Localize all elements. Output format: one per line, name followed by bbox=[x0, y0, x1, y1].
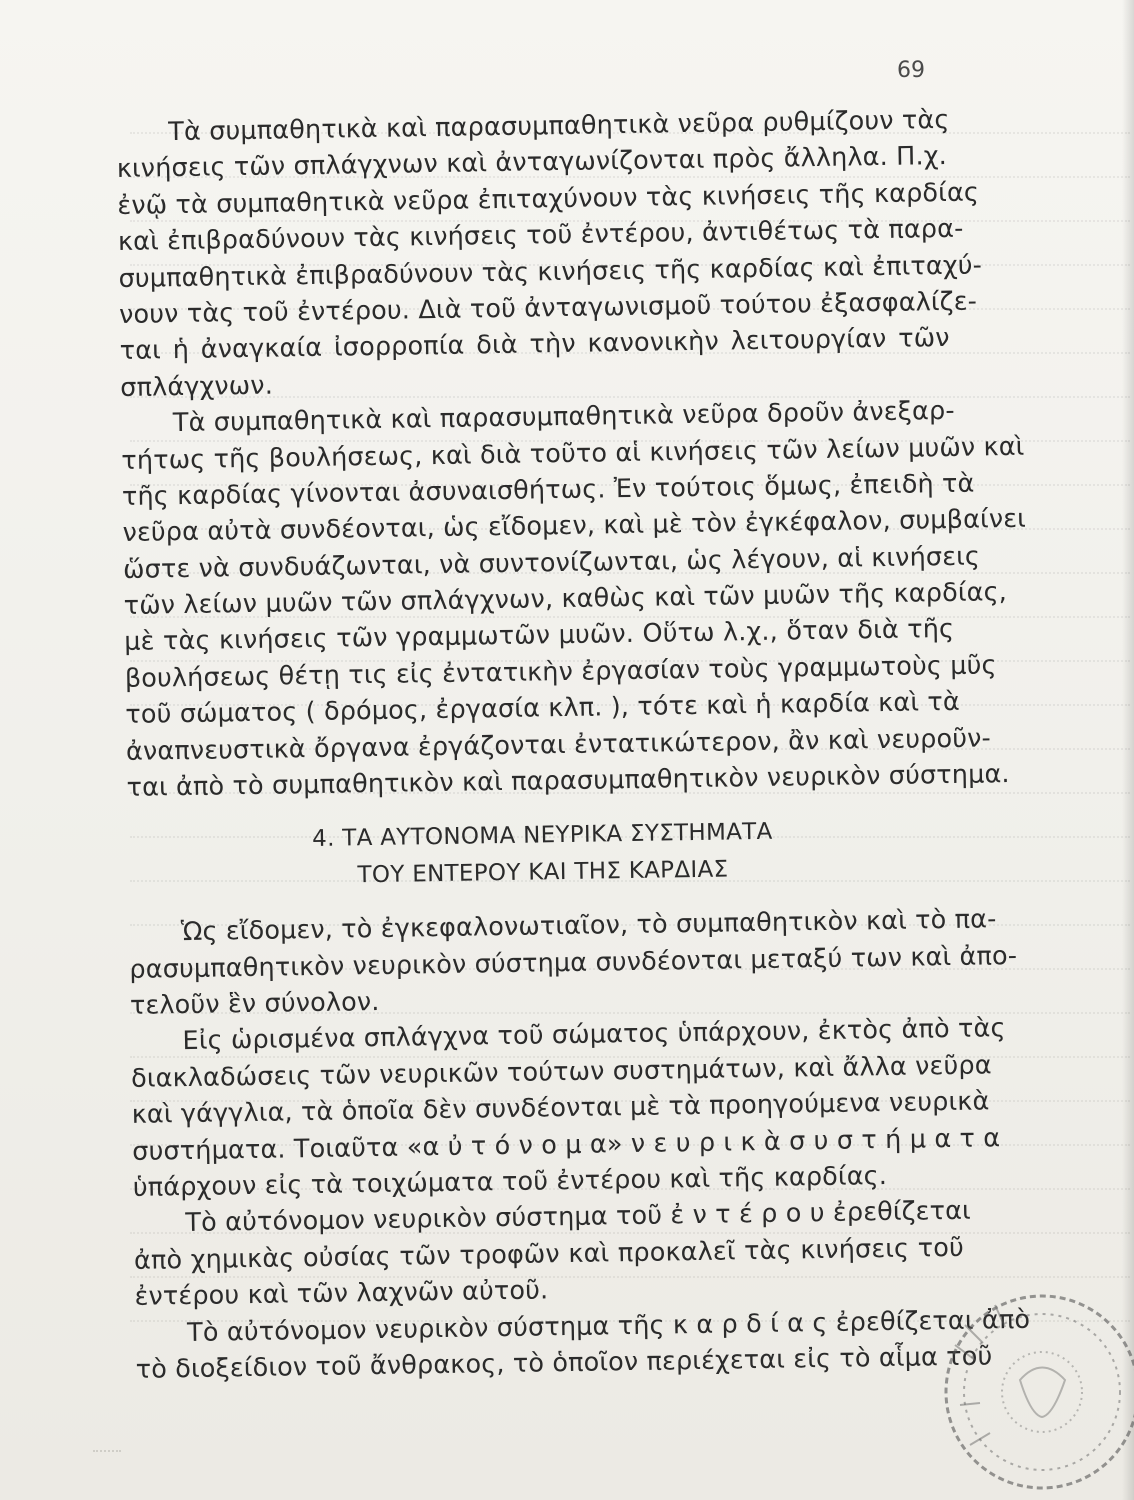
text-line: ἐνῷ τὰ συμπαθητικὰ νεῦρα ἐπιταχύνουν τὰς κινήσεις τῆς καρδίας bbox=[117, 177, 980, 221]
text-line: Τὸ αὐτόνομον νευρικὸν σύστημα τοῦ ἐ ν τ έ ρ ο υ ἐρεθίζεται bbox=[185, 1196, 972, 1239]
library-stamp-icon bbox=[935, 1285, 1134, 1500]
text-line: καὶ ἐπιβραδύνουν τὰς κινήσεις τοῦ ἐντέρου, ἀντιθέτως τὰ παρα- bbox=[117, 213, 964, 258]
text-line: Τὸ αὐτόνομον νευρικὸν σύστημα τῆς κ α ρ δ ί α ς ἐρεθίζεται ἀπὸ bbox=[186, 1304, 1031, 1348]
text-line: ται ἡ ἀναγκαία ἰσορροπία διὰ τὴν κανονικὴν λειτουργίαν τῶν bbox=[119, 323, 950, 367]
text-line: τῶν λείων μυῶν τῶν σπλάγχνων, καθὼς καὶ τῶν μυῶν τῆς καρδίας, bbox=[123, 577, 1008, 622]
text-line: ὥστε νὰ συνδυάζωνται, νὰ συντονίζωνται, ὡς λέγουν, αἱ κινήσεις bbox=[122, 541, 981, 585]
text-line: σπλάγχνων. bbox=[120, 370, 274, 403]
text-line: τοῦ σώματος ( δρόμος, ἐργασία κλπ. ), τότε καὶ ἡ καρδία καὶ τὰ bbox=[125, 687, 961, 731]
text-line: καὶ γάγγλια, τὰ ὁποῖα δὲν συνδέονται μὲ τὰ προηγούμενα νευρικὰ bbox=[131, 1086, 990, 1131]
page-number: 69 bbox=[897, 58, 925, 83]
text-line: συμπαθητικὰ ἐπιβραδύνουν τὰς κινήσεις τῆς καρδίας καὶ ἐπιταχύ- bbox=[118, 249, 983, 294]
text-line: ἐντέρου καὶ τῶν λαχνῶν αὐτοῦ. bbox=[134, 1275, 549, 1312]
text-line: ὑπάρχουν εἰς τὰ τοιχώματα τοῦ ἐντέρου καὶ τῆς καρδίας. bbox=[132, 1160, 888, 1203]
text-line: μὲ τὰς κινήσεις τῶν γραμμωτῶν μυῶν. Οὕτω λ.χ., ὅταν διὰ τῆς bbox=[124, 614, 955, 658]
text-line: Ὡς εἴδομεν, τὸ ἐγκεφαλονωτιαῖον, τὸ συμπαθητικὸν καὶ τὸ πα- bbox=[180, 904, 997, 948]
text-line: ἀπὸ χημικὰς οὐσίας τῶν τροφῶν καὶ προκαλεῖ τὰς κινήσεις τοῦ bbox=[133, 1232, 965, 1276]
text-line: ἀναπνευστικὰ ὄργανα ἐργάζονται ἐντατικώτερον, ἂν καὶ νευροῦν- bbox=[125, 722, 992, 767]
page-edge-shadow bbox=[1122, 0, 1134, 1500]
section-heading-subtitle: ΤΟΥ ΕΝΤΕΡΟΥ ΚΑΙ ΤΗΣ ΚΑΡΔΙΑΣ bbox=[357, 856, 729, 889]
footer-mark bbox=[93, 1440, 121, 1452]
text-line: ται ἀπὸ τὸ συμπαθητικὸν καὶ παρασυμπαθητικὸν νευρικὸν σύστημα. bbox=[126, 759, 1010, 803]
text-body bbox=[116, 102, 1031, 1388]
text-line: νουν τὰς τοῦ ἐντέρου. Διὰ τοῦ ἀνταγωνισμοῦ τούτου ἐξασφαλίζε- bbox=[118, 286, 978, 330]
text-line: συστήματα. Τοιαῦτα «α ὐ τ ό ν ο μ α» ν ε υ ρ ι κ ὰ σ υ σ τ ή μ α τ α bbox=[132, 1122, 1001, 1167]
text-line: Τὰ συμπαθητικὰ καὶ παρασυμπαθητικὰ νεῦρα ρυθμίζουν τὰς bbox=[168, 104, 950, 148]
section-heading: 4. ΤΑ ΑΥΤΟΝΟΜΑ ΝΕΥΡΙΚΑ ΣΥΣΤΗΜΑΤΑ bbox=[311, 819, 773, 853]
text-line: ρασυμπαθητικὸν νευρικὸν σύστημα συνδέονται μεταξύ των καὶ ἀπο- bbox=[129, 940, 1018, 985]
text-line: Τὰ συμπαθητικὰ καὶ παρασυμπαθητικὰ νεῦρα δροῦν ἀνεξαρ- bbox=[172, 395, 955, 439]
text-line: βουλήσεως θέτῃ τις εἰς ἐντατικὴν ἐργασίαν τοὺς γραμμωτοὺς μῦς bbox=[124, 650, 997, 694]
text-line: τὸ διοξείδιον τοῦ ἄνθρακος, τὸ ὁποῖον περιέχεται εἰς τὸ αἷμα τοῦ bbox=[135, 1341, 993, 1385]
text-line: τῆς καρδίας γίνονται ἀσυναισθήτως. Ἐν τούτοις ὅμως, ἐπειδὴ τὰ bbox=[121, 468, 975, 512]
text-line: νεῦρα αὐτὰ συνδέονται, ὡς εἴδομεν, καὶ μὲ τὸν ἐγκέφαλον, συμβαίνει bbox=[122, 504, 1027, 549]
text-line: τελοῦν ἓν σύνολον. bbox=[129, 986, 380, 1021]
text-line: Εἰς ὡρισμένα σπλάγχνα τοῦ σώματος ὑπάρχουν, ἐκτὸς ἀπὸ τὰς bbox=[182, 1013, 1006, 1057]
text-line: διακλαδώσεις τῶν νευρικῶν τούτων συστημάτων, καὶ ἄλλα νεῦρα bbox=[130, 1050, 992, 1094]
text-line: τήτως τῆς βουλήσεως, καὶ διὰ τοῦτο αἱ κινήσεις τῶν λείων μυῶν καὶ bbox=[121, 431, 1025, 476]
text-line: κινήσεις τῶν σπλάγχνων καὶ ἀνταγωνίζονται πρὸς ἄλληλα. Π.χ. bbox=[116, 141, 948, 185]
